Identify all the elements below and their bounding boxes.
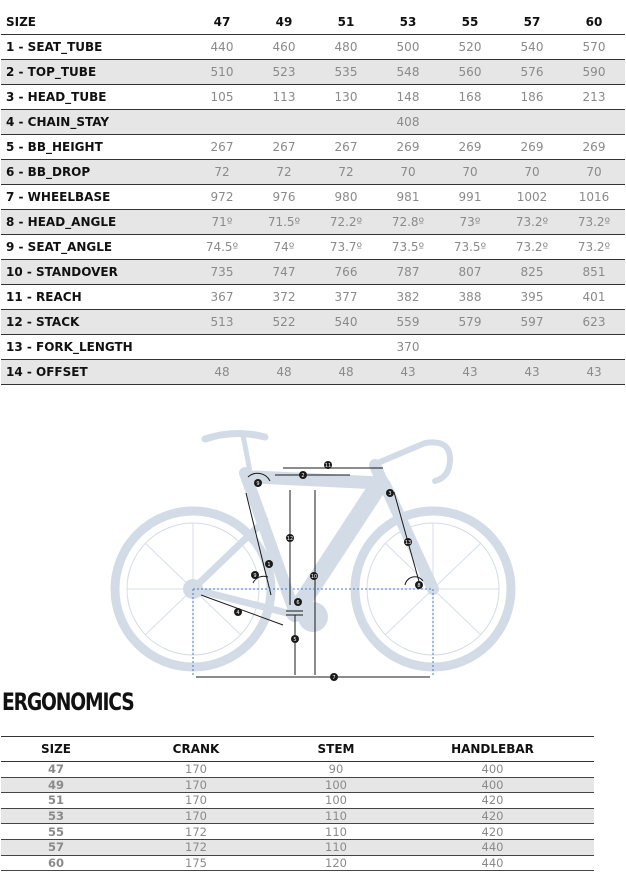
geometry-value: 113 — [272, 90, 296, 104]
erg-header-handlebar: HANDLEBAR — [391, 737, 594, 762]
geometry-row — [1, 360, 625, 385]
geometry-value: 43 — [462, 365, 478, 379]
geometry-value: 579 — [458, 315, 482, 329]
ergonomics-row — [1, 824, 594, 840]
geometry-value — [501, 110, 563, 135]
geometry-value: 269 — [582, 140, 606, 154]
erg-header-crank: CRANK — [111, 737, 281, 762]
geometry-value — [253, 335, 315, 360]
geometry-value: 48 — [338, 365, 354, 379]
svg-text:8: 8 — [417, 583, 421, 589]
geometry-row — [1, 335, 625, 360]
geometry-value: 540 — [520, 40, 544, 54]
erg-value-cell: 400 — [391, 777, 594, 793]
erg-value-cell: 90 — [281, 762, 391, 778]
geometry-value: 269 — [396, 140, 420, 154]
geometry-value: 787 — [396, 265, 420, 279]
geometry-value — [315, 335, 377, 360]
geometry-value: 43 — [586, 365, 602, 379]
marker-9-bottom — [251, 571, 259, 579]
ergonomics-row — [1, 855, 594, 871]
geometry-value: 766 — [334, 265, 358, 279]
geometry-value: 851 — [582, 265, 606, 279]
svg-text:4: 4 — [236, 610, 240, 616]
geometry-row — [1, 35, 625, 60]
erg-value-cell: 100 — [281, 777, 391, 793]
geometry-value: 71.5º — [267, 215, 301, 229]
geometry-row-label: 8 - HEAD_ANGLE — [6, 215, 117, 229]
svg-text:1: 1 — [267, 562, 271, 568]
geometry-value: 597 — [520, 315, 544, 329]
geometry-value — [563, 110, 625, 135]
geometry-value: 576 — [520, 65, 544, 79]
size-header: SIZE — [6, 15, 37, 29]
geometry-value: 73º — [459, 215, 481, 229]
geometry-value: 267 — [210, 140, 234, 154]
geometry-value: 408 — [396, 115, 420, 129]
geometry-value: 213 — [582, 90, 606, 104]
geometry-value: 560 — [458, 65, 482, 79]
geometry-row — [1, 185, 625, 210]
ergonomics-header-row — [1, 737, 594, 762]
erg-value-cell: 440 — [391, 855, 594, 871]
geometry-value: 168 — [458, 90, 482, 104]
erg-size-cell: 49 — [1, 777, 111, 793]
ergonomics-row — [1, 808, 594, 824]
geometry-value: 48 — [214, 365, 230, 379]
bike-geometry-diagram — [105, 425, 520, 687]
geometry-value: 105 — [210, 90, 234, 104]
geometry-value: 73.5º — [453, 240, 487, 254]
geometry-value: 991 — [458, 190, 482, 204]
erg-value-cell: 170 — [111, 808, 281, 824]
erg-size-cell: 57 — [1, 839, 111, 855]
geometry-row-label: 1 - SEAT_TUBE — [6, 40, 103, 54]
geometry-value: 72 — [214, 165, 230, 179]
erg-size-cell: 47 — [1, 762, 111, 778]
geometry-row-label: 11 - REACH — [6, 290, 82, 304]
geometry-row-label: 9 - SEAT_ANGLE — [6, 240, 113, 254]
geometry-value: 980 — [334, 190, 358, 204]
geometry-row — [1, 285, 625, 310]
geometry-value: 70 — [586, 165, 602, 179]
geometry-value: 523 — [272, 65, 296, 79]
geometry-row — [1, 210, 625, 235]
svg-text:9: 9 — [256, 481, 260, 487]
ergonomics-row — [1, 839, 594, 855]
geometry-value: 73.5º — [391, 240, 425, 254]
geometry-value: 570 — [582, 40, 606, 54]
geometry-value: 623 — [582, 315, 606, 329]
geometry-value: 74.5º — [205, 240, 239, 254]
geometry-value — [191, 335, 253, 360]
geometry-value: 520 — [458, 40, 482, 54]
size-col-header: 53 — [399, 15, 417, 29]
svg-text:11: 11 — [324, 463, 332, 469]
marker-11 — [324, 461, 332, 469]
erg-value-cell: 110 — [281, 808, 391, 824]
geometry-row-label: 12 - STACK — [6, 315, 80, 329]
erg-value-cell: 175 — [111, 855, 281, 871]
marker-8 — [415, 581, 423, 589]
geometry-value: 382 — [396, 290, 420, 304]
ergonomics-row — [1, 762, 594, 778]
geometry-value: 825 — [520, 265, 544, 279]
geometry-value: 70 — [400, 165, 416, 179]
erg-value-cell: 120 — [281, 855, 391, 871]
geometry-value: 480 — [334, 40, 358, 54]
geometry-value: 148 — [396, 90, 420, 104]
geometry-row-label: 13 - FORK_LENGTH — [6, 340, 133, 354]
erg-size-cell: 60 — [1, 855, 111, 871]
geometry-value — [501, 335, 563, 360]
erg-size-cell: 51 — [1, 793, 111, 809]
geometry-value: 367 — [210, 290, 234, 304]
size-col-header: 55 — [461, 15, 479, 29]
geometry-value: 370 — [396, 340, 420, 354]
geometry-value: 73.2º — [515, 215, 549, 229]
erg-header-size: SIZE — [1, 737, 111, 762]
geometry-value: 548 — [396, 65, 420, 79]
erg-value-cell: 172 — [111, 824, 281, 840]
geometry-value — [439, 335, 501, 360]
erg-header-stem: STEM — [281, 737, 391, 762]
geometry-value: 510 — [210, 65, 234, 79]
size-col-header: 60 — [585, 15, 603, 29]
geometry-row-label: 2 - TOP_TUBE — [6, 65, 97, 79]
geometry-value: 73.2º — [577, 215, 611, 229]
svg-text:7: 7 — [332, 675, 336, 681]
svg-text:10: 10 — [310, 574, 318, 580]
geometry-value: 401 — [582, 290, 606, 304]
erg-value-cell: 420 — [391, 793, 594, 809]
size-col-header: 49 — [275, 15, 293, 29]
erg-value-cell: 170 — [111, 793, 281, 809]
marker-13 — [404, 538, 412, 546]
geometry-value: 972 — [210, 190, 234, 204]
geometry-value: 72 — [276, 165, 292, 179]
geometry-row-label: 14 - OFFSET — [6, 365, 88, 379]
geometry-value: 267 — [334, 140, 358, 154]
erg-size-cell: 53 — [1, 808, 111, 824]
erg-value-cell: 110 — [281, 839, 391, 855]
geometry-table — [1, 10, 625, 385]
geometry-value: 48 — [276, 365, 292, 379]
geometry-value: 74º — [273, 240, 295, 254]
geometry-value: 440 — [210, 40, 234, 54]
geometry-value: 460 — [272, 40, 296, 54]
marker-7 — [330, 673, 338, 681]
geometry-row — [1, 260, 625, 285]
svg-text:13: 13 — [404, 540, 412, 546]
geometry-value: 269 — [520, 140, 544, 154]
geometry-value: 1002 — [516, 190, 548, 204]
marker-3 — [386, 489, 394, 497]
geometry-row — [1, 60, 625, 85]
geometry-value: 267 — [272, 140, 296, 154]
erg-value-cell: 420 — [391, 824, 594, 840]
marker-2 — [299, 471, 307, 479]
bike-frame — [183, 433, 450, 632]
geometry-value: 807 — [458, 265, 482, 279]
geometry-value: 72 — [338, 165, 354, 179]
geometry-value: 71º — [211, 215, 233, 229]
geometry-value: 73.2º — [515, 240, 549, 254]
geometry-value: 72.8º — [391, 215, 425, 229]
size-col-header: 51 — [337, 15, 355, 29]
geometry-value: 70 — [462, 165, 478, 179]
erg-value-cell: 100 — [281, 793, 391, 809]
marker-5 — [291, 635, 299, 643]
svg-text:6: 6 — [296, 600, 300, 606]
geometry-value: 590 — [582, 65, 606, 79]
geometry-value: 535 — [334, 65, 358, 79]
geometry-value: 377 — [334, 290, 358, 304]
svg-text:5: 5 — [293, 637, 297, 643]
geometry-row — [1, 160, 625, 185]
geometry-value: 130 — [334, 90, 358, 104]
geometry-value — [191, 110, 253, 135]
marker-1 — [265, 560, 273, 568]
size-col-header: 57 — [523, 15, 541, 29]
erg-size-cell: 55 — [1, 824, 111, 840]
erg-value-cell: 110 — [281, 824, 391, 840]
geometry-value: 395 — [520, 290, 544, 304]
marker-4 — [234, 608, 242, 616]
geometry-value — [563, 335, 625, 360]
geometry-row-label: 3 - HEAD_TUBE — [6, 90, 107, 104]
geometry-row-label: 6 - BB_DROP — [6, 165, 91, 179]
geometry-value: 186 — [520, 90, 544, 104]
geometry-value — [253, 110, 315, 135]
geometry-value: 500 — [396, 40, 420, 54]
geometry-value: 43 — [400, 365, 416, 379]
erg-value-cell: 170 — [111, 762, 281, 778]
ergonomics-title: ERGONOMICS — [2, 688, 134, 716]
geometry-row-label: 10 - STANDOVER — [6, 265, 118, 279]
svg-text:2: 2 — [301, 473, 305, 479]
geometry-value: 559 — [396, 315, 420, 329]
geometry-value: 43 — [524, 365, 540, 379]
erg-value-cell: 400 — [391, 762, 594, 778]
geometry-value: 73.7º — [329, 240, 363, 254]
geometry-value — [315, 110, 377, 135]
marker-12 — [286, 534, 294, 542]
geometry-value: 70 — [524, 165, 540, 179]
erg-value-cell: 170 — [111, 777, 281, 793]
geometry-row — [1, 110, 625, 135]
geometry-value: 1016 — [578, 190, 610, 204]
geometry-value: 73.2º — [577, 240, 611, 254]
svg-text:3: 3 — [388, 491, 392, 497]
geometry-row — [1, 85, 625, 110]
erg-value-cell: 440 — [391, 839, 594, 855]
geometry-row — [1, 135, 625, 160]
erg-value-cell: 420 — [391, 808, 594, 824]
geometry-value: 735 — [210, 265, 234, 279]
marker-9-top — [254, 479, 262, 487]
geometry-value: 72.2º — [329, 215, 363, 229]
geometry-value: 976 — [272, 190, 296, 204]
ergonomics-row — [1, 793, 594, 809]
geometry-value: 388 — [458, 290, 482, 304]
ergonomics-row — [1, 777, 594, 793]
erg-value-cell: 172 — [111, 839, 281, 855]
geometry-value: 513 — [210, 315, 234, 329]
size-col-header: 47 — [213, 15, 231, 29]
geometry-value — [439, 110, 501, 135]
geometry-value: 981 — [396, 190, 420, 204]
marker-6 — [294, 598, 302, 606]
svg-text:12: 12 — [286, 536, 294, 542]
geometry-row — [1, 310, 625, 335]
geometry-row-label: 7 - WHEELBASE — [6, 190, 111, 204]
ergonomics-table — [1, 736, 594, 871]
geometry-row — [1, 235, 625, 260]
geometry-value: 269 — [458, 140, 482, 154]
geometry-row-label: 5 - BB_HEIGHT — [6, 140, 103, 154]
geometry-header-row — [1, 10, 625, 35]
geometry-value: 522 — [272, 315, 296, 329]
geometry-row-label: 4 - CHAIN_STAY — [6, 115, 110, 129]
geometry-value: 372 — [272, 290, 296, 304]
geometry-value: 747 — [272, 265, 296, 279]
marker-10 — [310, 572, 318, 580]
geometry-value: 540 — [334, 315, 358, 329]
svg-text:9: 9 — [253, 573, 257, 579]
